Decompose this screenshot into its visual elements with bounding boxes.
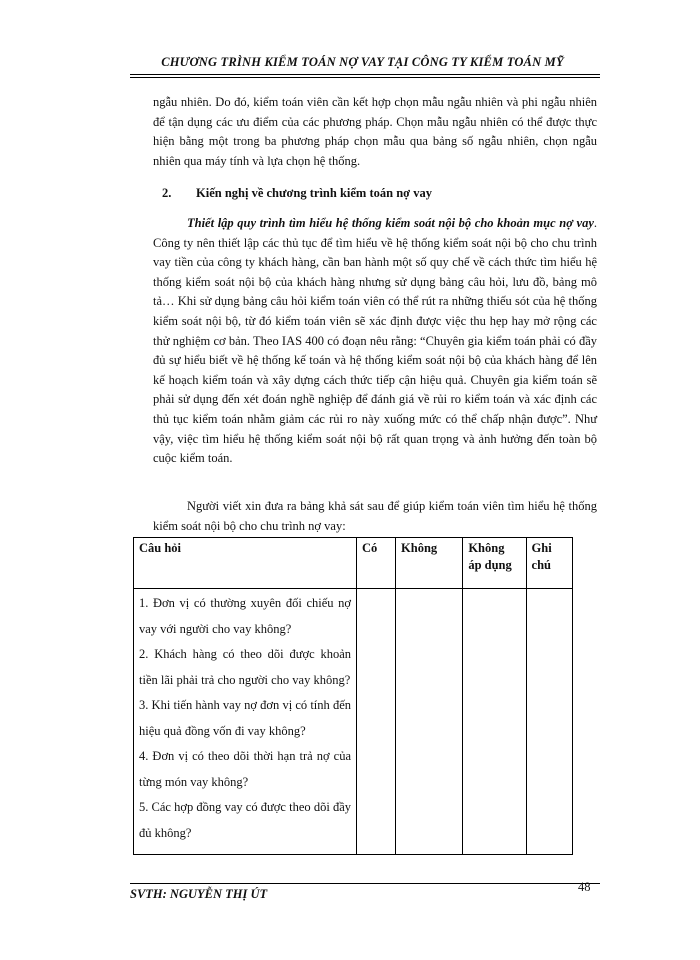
not-applicable-cell [463,589,526,855]
header-divider [130,74,600,78]
note-cell [526,589,572,855]
question-item: 2. Khách hàng có theo dõi được khoản tiền lãi phải trả cho người cho vay không? [139,647,352,687]
page-number: 48 [578,880,591,894]
paragraph-table-intro: Người viết xin đưa ra bảng khả sát sau để giúp kiểm toán viên tìm hiểu hệ thống kiểm soát nội bộ cho chu trình nợ vay: [153,499,597,533]
paragraph-body: . Công ty nên thiết lập các thủ tục để tìm hiểu về hệ thống kiểm soát nội bộ cho chu trình vay tiền của công ty khách hàng, cần ban hành một số quy chế về cách thức tìm hiểu hệ thống kiểm soát nội bộ của khách hàng nhưng sử dụng bảng câu hỏi, lưu đồ, bảng mô tả… Khi sử dụng bảng câu hỏi kiểm toán viên có thể rút ra những thiếu sót của hệ thống kiểm soát nội bộ, từ đó kiểm toán viên sẽ xác định được việc thu hẹp hay mở rộng các thử nghiệm cơ bản. Theo IAS 400 có đoạn nêu rằng: “Chuyên gia kiểm toán phải có đầy đủ sự hiểu biết về hệ thống kế toán và hệ thống kiểm soát nội bộ của khách hàng để lên kế hoạch kiểm toán và xây dựng cách thức tiếp cận hiệu quả. Chuyên gia kiểm toán sẽ phải sử dụng đến xét đoán nghề nghiệp để đánh giá về rủi ro kiểm toán và xác định các thủ tục kiểm toán nhằm giảm các rủi ro này xuống mức có thể chấp nhận được”. Như vậy, việc tìm hiểu hệ thống kiểm soát nội bộ rất quan trọng và ảnh hưởng đến toàn bộ cuộc kiểm toán. [153,216,597,466]
question-item: 1. Đơn vị có thường xuyên đối chiếu nợ vay với người cho vay không? [139,596,352,636]
survey-table [133,537,573,855]
question-item: 5. Các hợp đồng vay có được theo dõi đầy đủ không? [139,800,352,840]
header-not-applicable: Không áp dụng [463,538,526,589]
table-header-row [134,538,573,589]
yes-cell [357,589,396,855]
question-item: 4. Đơn vị có theo dõi thời hạn trả nợ của từng món vay không? [139,749,352,789]
question-cell [134,589,357,855]
footer-author: SVTH: NGUYỄN THỊ ÚT [130,887,268,901]
header-question: Câu hỏi [134,538,357,589]
no-cell [396,589,463,855]
section-title: Kiến nghị về chương trình kiểm toán nợ vay [196,186,432,200]
paragraph-recommendation [153,214,597,469]
page-header-title: CHƯƠNG TRÌNH KIỂM TOÁN NỢ VAY TẠI CÔNG TY KIỂM TOÁN MỸ [161,55,564,69]
paragraph-intro: ngẫu nhiên. Do đó, kiểm toán viên cần kết hợp chọn mẫu ngẫu nhiên và phi ngẫu nhiên để tận dụng các ưu điểm của các phương pháp. Chọn mẫu ngẫu nhiên có thể được thực hiện bằng một trong ba phương pháp chọn mẫu qua bảng số ngẫu nhiên, chọn ngẫu nhiên qua máy tính và lựa chọn hệ thống. [153,95,597,168]
table-row [134,589,573,855]
header-yes: Có [357,538,396,589]
header-no: Không [396,538,463,589]
footer-divider [130,883,600,884]
question-item: 3. Khi tiến hành vay nợ đơn vị có tính đến hiệu quả đồng vốn đi vay không? [139,698,352,738]
header-note: Ghi chú [526,538,572,589]
section-heading [162,186,432,201]
paragraph-lead: Thiết lập quy trình tìm hiểu hệ thống kiểm soát nội bộ cho khoản mục nợ vay [187,216,594,230]
section-number: 2. [162,186,172,200]
